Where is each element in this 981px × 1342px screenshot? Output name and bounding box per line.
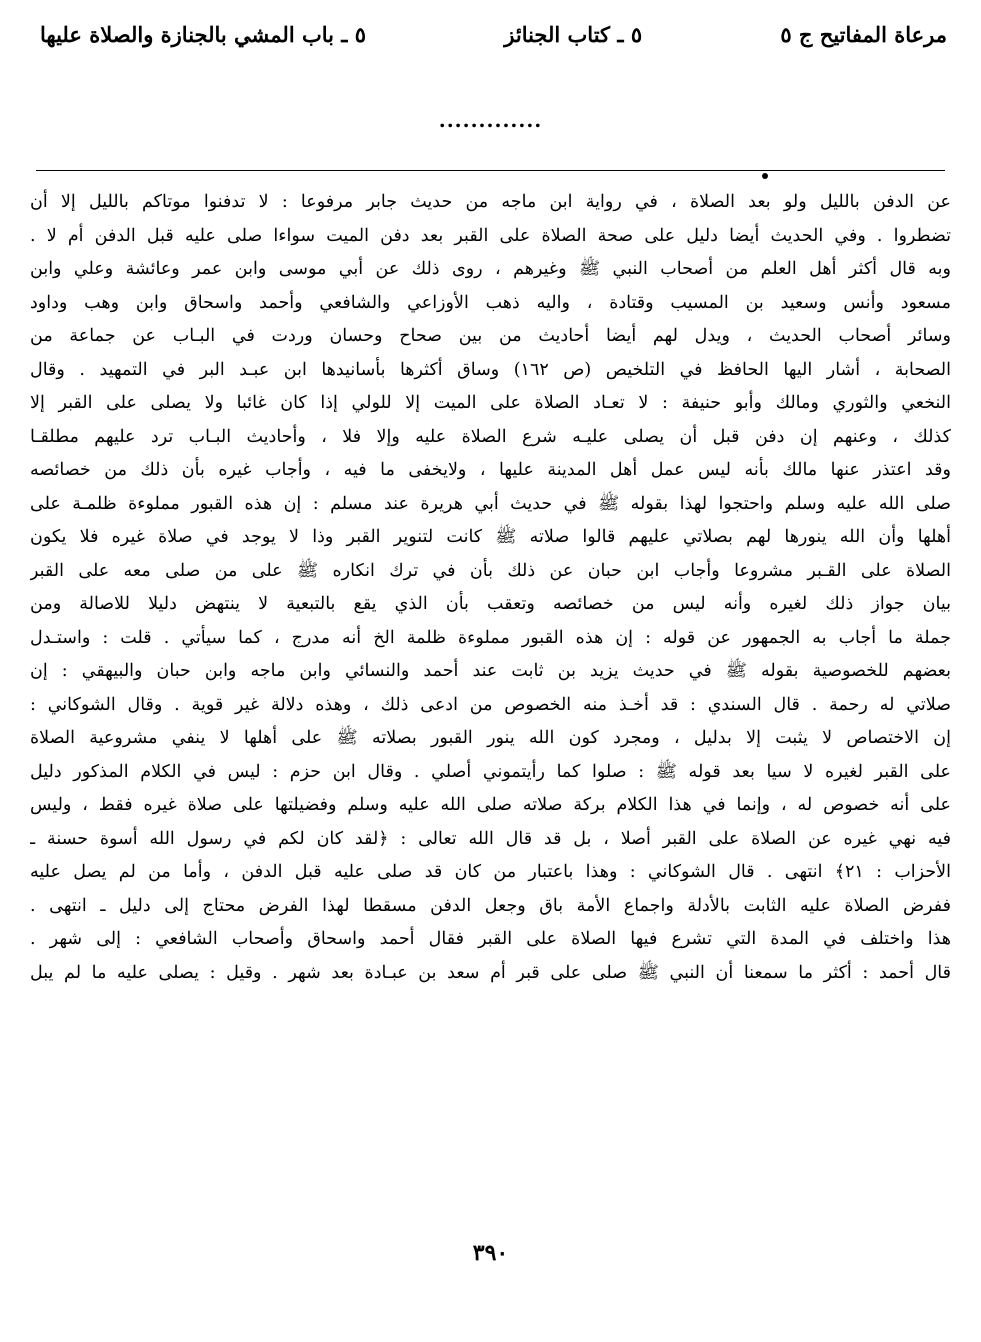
text-line: النخعي والثوري ومالك وأبو حنيفة : لا تعـاد الصلاة على الميت إلا للولي إذا كان غائبا ولا يصلى على القبر إلا xyxy=(30,393,951,413)
text-line: هذا واختلف في المدة التي تشرع فيها الصلاة على القبر فقال أحمد واسحاق وأصحاب الشافعي : إلى شهر . xyxy=(30,929,951,949)
horizontal-rule xyxy=(36,170,945,171)
text-line: تضطروا . وفي الحديث أيضا دليل على صحة الصلاة على القبر بعد دفن الميت سواءا صلى عليه قبل الدفن أم لا . xyxy=(30,225,951,246)
header-chapter-title: ٥ ـ باب المشي بالجنازة والصلاة عليها xyxy=(40,21,367,47)
header-volume-title: مرعاة المفاتيح ج ٥ xyxy=(780,21,947,47)
rule-ornament-dot xyxy=(762,173,768,179)
commentary-text xyxy=(30,186,951,990)
text-line: وقد اعتذر عنها مالك بأنه ليس عمل أهل المدينة عليها ، ولايخفى ما فيه ، وأجاب غيره بأن ذلك من خصائصه xyxy=(30,460,951,480)
dotted-separator: ............. xyxy=(438,108,543,132)
text-line: صلى الله عليه وسلم واحتجوا لهذا بقوله ﷺ في حديث أبي هريرة عند مسلم : إن هذه القبور مملوءة ظلمـة على xyxy=(30,493,951,514)
text-line: وبه قال أكثر أهل العلم من أصحاب النبي ﷺ وغيرهم ، روى ذلك عن أبي موسى وابن عمر وعائشة وعلي وابن xyxy=(30,259,951,279)
header-book-title: ٥ ـ كتاب الجنائز xyxy=(504,21,643,47)
text-line: ففرض الصلاة عليه الثابت بالأدلة واجماع الأمة باق وجعل الدفن مسقطا لهذا الفرض محتاج إلى دليل ـ انتهى . xyxy=(30,895,951,916)
text-line: عن الدفن بالليل ولو بعد الصلاة ، في رواية ابن ماجه من حديث جابر مرفوعا : لا تدفنوا موتاكم بالليل إلا أن xyxy=(30,192,951,212)
text-line: بيان جواز ذلك لغيره وأنه ليس من خصائصه وتعقب بأن الذي يقع بالتبعية لا ينتهض دليلا للاصالة ومن xyxy=(30,594,951,614)
running-header xyxy=(40,14,947,54)
page-number: ٣٩٠ xyxy=(472,1240,509,1266)
text-line: وسائر أصحاب الحديث ، ويدل لهم أيضا أحاديث من بين صحاح وحسان وردت في البـاب عن جماعة من xyxy=(30,326,951,346)
text-line: كذلك ، وعنهم إن دفن قبل أن يصلى عليـه شرع الصلاة عليه وإلا فلا ، وأحاديث البـاب ترد عليهم مطلقـا xyxy=(30,426,951,447)
text-line: الصلاة على القـبر مشروعا وأجاب ابن حبان عن ذلك بأن في ترك انكاره ﷺ على من صلى معه على القبر xyxy=(30,560,951,581)
text-line: بعضهم للخصوصية بقوله ﷺ في حديث يزيد بن ثابت عند أحمد والنسائي وابن ماجه وابن حبان والبيهقي : إن xyxy=(30,661,951,681)
text-line: مسعود وأنس وسعيد بن المسيب وقتادة ، واليه ذهب الأوزاعي والشافعي وأحمد واسحاق وابن وهب وداود xyxy=(30,292,951,313)
text-line: الأحزاب : ٢١﴾ انتهى . قال الشوكاني : وهذا باعتبار من كان قد صلى عليه قبل الدفن ، وأما من لم يصل عليه xyxy=(30,862,951,882)
text-line: أهلها وأن الله ينورها لهم بصلاتي عليهم قالوا صلاته ﷺ كانت لتنوير القبر وذا لا يوجد في صلاة غيره فلا يكون xyxy=(30,527,951,547)
text-line: الصحابة ، أشار اليها الحافظ في التلخيص (ص ١٦٢) وساق أكثرها بأسانيدها ابن عبـد البر في التمهيد . وقال xyxy=(30,359,951,380)
text-line: على أنه خصوص له ، وإنما في هذا الكلام بركة صلاته صلى الله عليه وسلم وفضيلتها على صلاة غيره فقط ، وليس xyxy=(30,795,951,815)
text-line: إن الاختصاص لا يثبت إلا بدليل ، ومجرد كون الله ينور القبور بصلاته ﷺ على أهلها لا ينفي مشروعية الصلاة xyxy=(30,728,951,748)
text-line: فيه نهي غيره عن الصلاة على القبر أصلا ، بل قد قال الله تعالى : ﴿لقد كان لكم في رسول الله أسوة حسنة ـ xyxy=(30,828,951,849)
text-line: قال أحمد : أكثر ما سمعنا أن النبي ﷺ صلى على قبر أم سعد بن عبـادة بعد شهر . وقيل : يصلى عليه ما لم يبل xyxy=(30,962,951,983)
text-line: على القبر لغيره لا سيا بعد قوله ﷺ : صلوا كما رأيتموني أصلي . وقال ابن حزم : ليس في الكلام المذكور دليل xyxy=(30,761,951,782)
text-line: صلاتي له رحمة . قال السندي : قد أخـذ منه الخصوص من ادعى ذلك ، وهذه دلالة غير قوية . وقال الشوكاني : xyxy=(30,694,951,715)
text-line: جملة ما أجاب به الجمهور عن قوله : إن هذه القبور مملوءة ظلمة الخ أنه مدرج ، كما سيأتي . قلت : واستـدل xyxy=(30,627,951,648)
